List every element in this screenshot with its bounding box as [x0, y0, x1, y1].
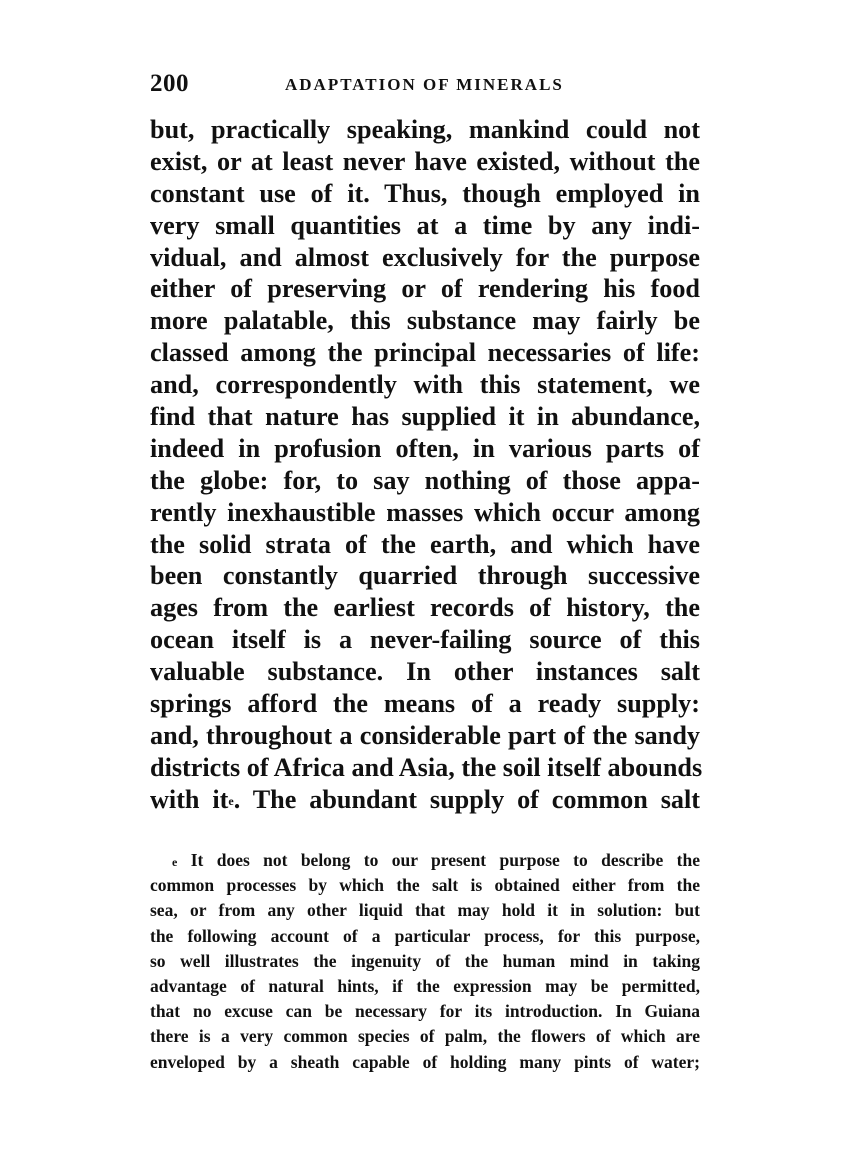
body-line: very small quantities at a time by any indi- — [150, 210, 700, 240]
body-line: constant use of it. Thus, though employed in — [150, 178, 700, 208]
footnote-line: that no excuse can be necessary for its introduction. In Guiana — [150, 1001, 700, 1022]
footnote-line: enveloped by a sheath capable of holding many pints of water; — [150, 1051, 700, 1072]
body-line: vidual, and almost exclusively for the purpose — [150, 242, 700, 272]
body-line: either of preserving or of rendering his food — [150, 274, 700, 304]
footnote-first-line — [150, 848, 700, 873]
footnote-marker: e — [172, 855, 178, 869]
footnote-reference[interactable]: e — [228, 793, 234, 808]
footnote-line: so well illustrates the ingenuity of the human mind in taking — [150, 950, 700, 971]
body-line: indeed in profusion often, in various parts of — [150, 433, 700, 463]
body-line: the solid strata of the earth, and which have — [150, 529, 700, 559]
running-head — [150, 70, 700, 106]
body-line-last-end: . The abundant supply of common salt — [233, 784, 701, 814]
footnote-line: the following account of a particular process, for this purpose, — [150, 925, 700, 946]
body-line-last — [150, 784, 700, 816]
body-line: find that nature has supplied it in abundance, — [150, 402, 700, 432]
footnote-line: common processes by which the salt is obtained either from the — [150, 875, 700, 896]
body-line: rently inexhaustible masses which occur among — [150, 497, 700, 527]
body-line: districts of Africa and Asia, the soil itself abounds — [150, 752, 703, 782]
body-line: classed among the principal necessaries of life: — [150, 338, 700, 368]
body-line-last-start: with it — [150, 784, 229, 814]
body-line: ocean itself is a never-failing source of this — [150, 625, 700, 655]
page-number: 200 — [150, 70, 189, 97]
footnote-line: there is a very common species of palm, the flowers of which are — [150, 1026, 700, 1047]
body-line: been constantly quarried through successive — [150, 561, 700, 591]
body-line: more palatable, this substance may fairly be — [150, 306, 700, 336]
footnote-first-line-text: It does not belong to our present purpose to describe the — [190, 850, 701, 870]
footnote-line: advantage of natural hints, if the expression may be permitted, — [150, 975, 700, 996]
body-line: ages from the earliest records of history, the — [150, 593, 700, 623]
body-text — [150, 114, 703, 816]
body-line: and, throughout a considerable part of the sandy — [150, 720, 700, 750]
footnote — [150, 848, 700, 1075]
body-line: but, practically speaking, mankind could not — [150, 115, 700, 144]
running-title: ADAPTATION OF MINERALS — [285, 75, 564, 94]
body-line: and, correspondently with this statement, we — [150, 370, 700, 400]
body-line: exist, or at least never have existed, without the — [150, 146, 700, 176]
body-line: springs afford the means of a ready supply: — [150, 689, 700, 719]
body-line: the globe: for, to say nothing of those appa- — [150, 465, 700, 495]
body-line: valuable substance. In other instances salt — [150, 657, 700, 687]
footnote-line: sea, or from any other liquid that may hold it in solution: but — [150, 900, 700, 921]
